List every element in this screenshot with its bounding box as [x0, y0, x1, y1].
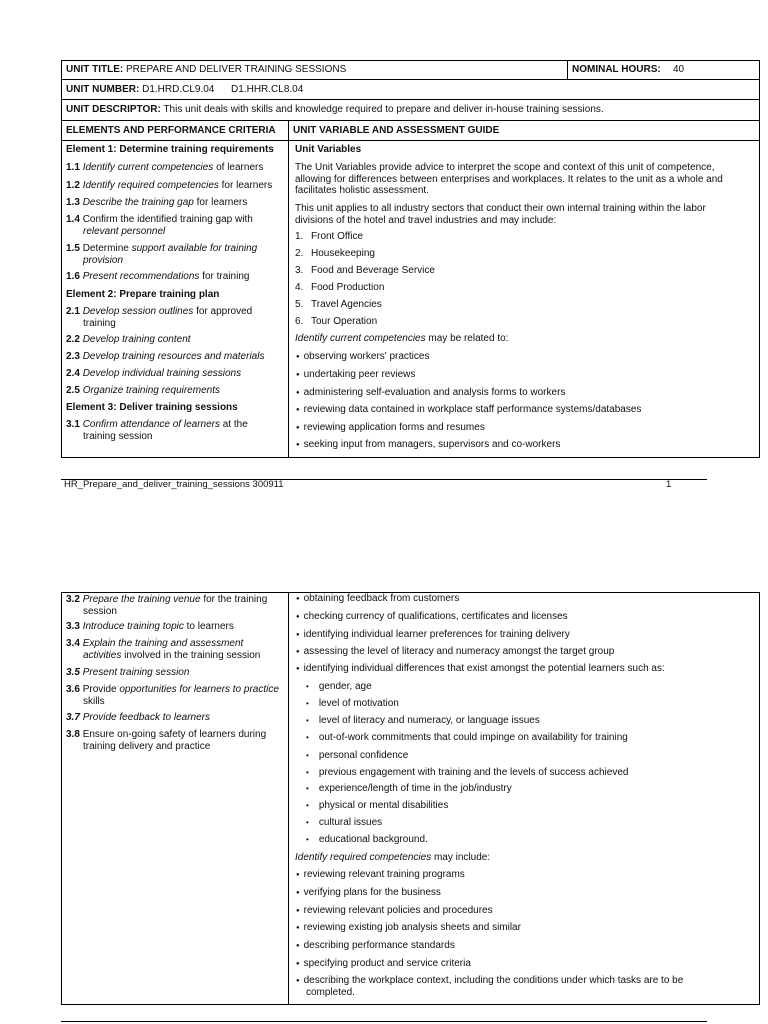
criterion-1-6: 1.6 Present recommendations for training	[66, 271, 250, 282]
table-row-divider	[62, 79, 759, 80]
unit-title-row	[66, 64, 346, 76]
criterion-1-3: 1.3 Describe the training gap for learners	[66, 197, 248, 208]
criterion-3-8: 3.8 Ensure on-going safety of learners during training delivery and practice	[66, 729, 267, 752]
sub-list-item: • level of motivation	[306, 698, 399, 710]
criterion-3-4: 3.4 Explain the training and assessment activities involved in the training session	[66, 638, 261, 661]
table-row-divider	[62, 120, 759, 121]
list-item: ● undertaking peer reviews	[296, 369, 756, 381]
list-item: ● identifying individual learner preferences for training delivery	[296, 629, 756, 641]
sub-list-item: • physical or mental disabilities	[306, 800, 448, 812]
sub-list-item: • experience/length of time in the job/industry	[306, 783, 512, 795]
table-row-divider	[62, 99, 759, 100]
footer-doc-name: HR_Prepare_and_deliver_training_sessions 300911	[64, 479, 284, 490]
criterion-1-2: 1.2 Identify required competencies for learners	[66, 180, 273, 191]
elements-column-heading: ELEMENTS AND PERFORMANCE CRITERIA	[66, 125, 276, 136]
sub-list-item: • previous engagement with training and the levels of success achieved	[306, 767, 628, 779]
unit-number-row	[66, 84, 303, 96]
current-competencies-intro: Identify current competencies may be related to:	[295, 333, 509, 344]
criterion-1-1: 1.1 Identify current competencies of learners	[66, 162, 264, 173]
criterion-2-1: 2.1 Develop session outlines for approved training	[66, 306, 253, 329]
sub-list-item: • educational background.	[306, 834, 428, 846]
element-3-heading: Element 3: Deliver training sessions	[66, 402, 238, 413]
nominal-hours-label: NOMINAL HOURS:	[572, 64, 661, 75]
sub-list-item: • out-of-work commitments that could impinge on availability for training	[306, 732, 628, 744]
unit-title: PREPARE AND DELIVER TRAINING SESSIONS	[126, 64, 347, 75]
criterion-3-5: 3.5 Present training session	[66, 667, 190, 678]
element-2-heading: Element 2: Prepare training plan	[66, 289, 220, 300]
unit-title-label: UNIT TITLE:	[66, 64, 124, 75]
list-item: ● specifying product and service criteria	[296, 958, 756, 970]
criterion-1-4: 1.4 Confirm the identified training gap with relevant personnel	[66, 214, 253, 237]
list-item: ● checking currency of qualifications, certificates and licenses	[296, 611, 756, 623]
criterion-3-2: 3.2 Prepare the training venue for the training session	[66, 594, 268, 617]
table-col-divider	[288, 593, 289, 1004]
list-item: ● describing performance standards	[296, 940, 756, 952]
criterion-1-5: 1.5 Determine support available for training provision	[66, 243, 258, 266]
unit-number-label: UNIT NUMBER:	[66, 84, 140, 95]
element-1-heading: Element 1: Determine training requirements	[66, 144, 274, 155]
criterion-2-2: 2.2 Develop training content	[66, 334, 191, 345]
division-item: 1. Front Office	[295, 231, 364, 242]
table-col-divider	[288, 120, 289, 458]
criterion-3-7: 3.7 Provide feedback to learners	[66, 712, 210, 723]
criterion-2-3: 2.3 Develop training resources and materials	[66, 351, 265, 362]
sub-list-item: • cultural issues	[306, 817, 382, 829]
division-item: 2. Housekeeping	[295, 248, 375, 259]
list-item: ● verifying plans for the business	[296, 887, 756, 899]
sub-list-item: • personal confidence	[306, 750, 408, 762]
unit-descriptor-row	[66, 104, 604, 116]
division-item: 6. Tour Operation	[295, 316, 378, 327]
unit-descriptor-label: UNIT DESCRIPTOR:	[66, 104, 161, 115]
list-item: ● reviewing application forms and resumes	[296, 422, 756, 434]
division-item: 4. Food Production	[295, 282, 385, 293]
criterion-2-5: 2.5 Organize training requirements	[66, 385, 220, 396]
footer-rule	[61, 1021, 707, 1022]
criterion-3-6: 3.6 Provide opportunities for learners to practice skills	[66, 684, 279, 707]
list-item: ● administering self-evaluation and analysis forms to workers	[296, 387, 756, 399]
list-item: ● describing the workplace context, including the conditions under which tasks are to be completed.	[296, 975, 756, 998]
guide-column-heading: UNIT VARIABLE AND ASSESSMENT GUIDE	[293, 125, 500, 136]
required-competencies-intro: Identify required competencies may include:	[295, 852, 491, 863]
unit-variables-heading: Unit Variables	[295, 144, 362, 155]
list-item: ● reviewing relevant training programs	[296, 869, 756, 881]
nominal-hours-row	[572, 64, 661, 76]
criterion-3-3: 3.3 Introduce training topic to learners	[66, 621, 234, 632]
footer-page-number: 1	[666, 479, 672, 490]
list-item: ● seeking input from managers, supervisors and co-workers	[296, 439, 756, 451]
sub-list-item: • gender, age	[306, 681, 372, 693]
unit-table-continued	[61, 592, 760, 1005]
sub-list-item: • level of literacy and numeracy, or language issues	[306, 715, 540, 727]
table-col-divider	[567, 61, 568, 79]
division-item: 3. Food and Beverage Service	[295, 265, 435, 276]
unit-number: D1.HRD.CL9.04 D1.HHR.CL8.04	[142, 84, 304, 95]
criterion-2-4: 2.4 Develop individual training sessions	[66, 368, 242, 379]
list-item: ● reviewing data contained in workplace staff performance systems/databases	[296, 404, 756, 416]
scope-paragraph: This unit applies to all industry sectors that conduct their own internal training within the labor divisions of the hotel and travel industries and may include:	[295, 203, 706, 226]
list-item: ● identifying individual differences that exist amongst the potential learners such as:	[296, 663, 756, 675]
unit-variables-paragraph: The Unit Variables provide advice to interpret the scope and context of this unit of competence, allowing for differences between enterprises and workplaces. It relates to the unit as a whole and facilitates holistic assessment.	[295, 162, 723, 196]
list-item: ● obtaining feedback from customers	[296, 593, 756, 605]
table-row-divider	[62, 140, 759, 141]
list-item: ● reviewing relevant policies and procedures	[296, 905, 756, 917]
criterion-3-1: 3.1 Confirm attendance of learners at the training session	[66, 419, 248, 442]
nominal-hours-value: 40	[673, 64, 685, 75]
list-item: ● observing workers' practices	[296, 351, 756, 363]
list-item: ● assessing the level of literacy and numeracy amongst the target group	[296, 646, 756, 658]
list-item: ● reviewing existing job analysis sheets and similar	[296, 922, 756, 934]
unit-descriptor: This unit deals with skills and knowledge required to prepare and deliver in-house training sessions.	[163, 104, 604, 115]
unit-table	[61, 60, 760, 458]
division-item: 5. Travel Agencies	[295, 299, 382, 310]
